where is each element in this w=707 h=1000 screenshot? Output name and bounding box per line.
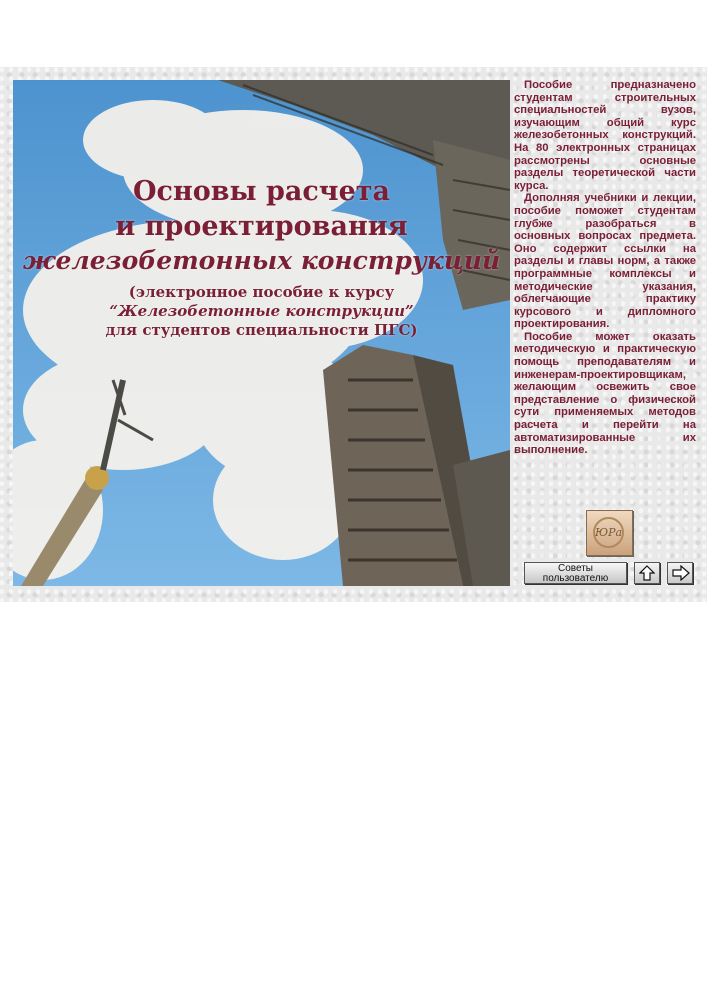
title-line-1: Основы расчета bbox=[133, 176, 390, 207]
description-paragraph-3: Пособие может оказать методическую и практическую помощь преподавателям и инженерам-проектировщикам, желающим освежить свое представление о физической сути применяемых методов расчета и перейти на автоматизированные их выполнение. bbox=[514, 330, 696, 457]
description-paragraph-2: Дополняя учебники и лекции, пособие поможет студентам глубже разобраться в основных вопросах предмета. Оно содержит ссылки на разделы и главы норм, а также программные комплексы и методические указания, облегчающие практику курсового и дипломного проектирования. bbox=[514, 192, 696, 331]
subtitle-line-3: для студентов специальности ПГС) bbox=[105, 321, 418, 339]
right-arrow-icon bbox=[672, 565, 690, 581]
title-line-2: и проектирования bbox=[115, 211, 408, 242]
up-arrow-icon bbox=[639, 565, 655, 581]
user-tips-button[interactable] bbox=[524, 562, 627, 584]
next-button[interactable] bbox=[667, 562, 693, 584]
logo-emblem: ЮРа bbox=[593, 517, 624, 548]
up-button[interactable] bbox=[634, 562, 660, 584]
title-line-3: железобетонных конструкций bbox=[22, 246, 501, 275]
description-paragraph-1: Пособие предназначено студентам строительных специальностей вузов, изучающим общий курс железобетонных конструкций. На 80 электронных страницах рассмотрены основные разделы теоретической части курса. bbox=[514, 79, 696, 192]
description-text bbox=[514, 79, 696, 457]
tips-label-line-2: пользователю bbox=[542, 573, 609, 584]
tips-label-line-1: Советы bbox=[558, 563, 593, 574]
subtitle-line-2: “Железобетонные конструкции” bbox=[109, 302, 414, 320]
logo-button[interactable] bbox=[586, 510, 633, 556]
subtitle-line-1: (электронное пособие к курсу bbox=[128, 283, 395, 301]
hero-image bbox=[13, 80, 510, 586]
